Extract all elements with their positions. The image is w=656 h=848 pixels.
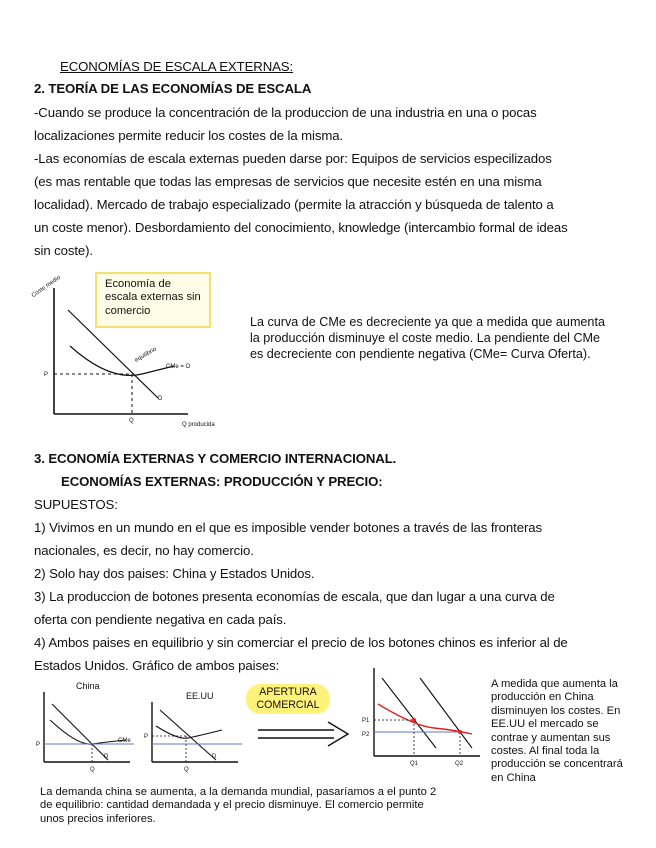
eeuu-label-q: Q (184, 767, 189, 773)
label-p: P (44, 372, 49, 378)
label-d: D (158, 396, 163, 402)
section2-line-3: -Las economías de escala externas pueden darse por: Equipos de servicios especilizados (34, 151, 552, 166)
supuestos-label: SUPUESTOS: (34, 497, 118, 512)
document-heading: ECONOMÍAS DE ESCALA EXTERNAS: (60, 59, 294, 74)
trade-label-p1: P1 (362, 718, 370, 724)
trade-equilibrium-graph (354, 664, 486, 776)
trade-bottom-note: La demanda china se aumenta, a la demanda mundial, pasaríamos a el punto 2 de equilibrio: cantidad demandada y el precio disminuye. El comercio permite unos precios inferiores. (40, 786, 437, 825)
china-label-d: D (104, 754, 109, 760)
x-axis-label: Q producida (182, 422, 215, 428)
y-axis-label: Coste medio (30, 274, 62, 300)
section3-line-4: 3) La produccion de botones presenta economías de escala, que dan lugar a una curva de (34, 589, 555, 604)
section3-line-3: 2) Solo hay dos paises: China y Estados Unidos. (34, 566, 315, 581)
section2-line-7: sin coste). (34, 243, 93, 258)
eeuu-graph (138, 680, 248, 780)
section2-line-1: -Cuando se produce la concentración de la produccion de una industria en una o pocas (34, 105, 537, 120)
trade-point-1 (412, 718, 416, 722)
section2-line-6: un coste menor). Desbordamiento del conocimiento, knowledge (intercambio formal de ideas (34, 220, 568, 235)
china-title: China (76, 681, 100, 691)
section3-subtitle: ECONOMÍAS EXTERNAS: PRODUCCIÓN Y PRECIO: (61, 474, 383, 489)
apertura-arrow (254, 718, 354, 748)
section2-line-2: localizaciones permite reducir los costes de la misma. (34, 128, 344, 143)
section2-line-4: (es mas rentable que todas las empresas de servicios que necesite estén en una misma (34, 174, 542, 189)
china-label-cme: CMe (118, 738, 131, 744)
section3-line-5: oferta con pendiente negativa en cada país. (34, 612, 287, 627)
eeuu-demand (160, 710, 216, 760)
eeuu-title: EE.UU (186, 691, 214, 701)
cme-curve (70, 346, 174, 375)
section3-line-6: 4) Ambos paises en equilibrio y sin comerciar el precio de los botones chinos es inferior al de (34, 635, 568, 650)
china-demand (52, 704, 108, 760)
trade-point-2 (458, 730, 462, 734)
eeuu-label-p: P (144, 734, 149, 740)
section3-line-7: Estados Unidos. Gráfico de ambos paises: (34, 658, 280, 673)
section2-line-5: localidad). Mercado de trabajo especializado (permite la atracción y búsqueda de talento a (34, 197, 554, 212)
section2-title: 2. TEORÍA DE LAS ECONOMÍAS DE ESCALA (34, 81, 312, 96)
label-q: Q (129, 418, 134, 424)
trade-label-q1: Q1 (410, 761, 419, 767)
graph1-caption-box (95, 272, 211, 328)
eeuu-label-d: D (212, 754, 217, 760)
china-label-q: Q (90, 767, 95, 773)
section3-line-1: 1) Vivimos en un mundo en el que es imposible vender botones a través de las fronteras (34, 520, 542, 535)
section3-line-2: nacionales, es decir, no hay comercio. (34, 543, 254, 558)
label-equilibrio: equilibrio (134, 346, 158, 364)
apertura-comercial-label: APERTURA COMERCIAL (246, 684, 330, 714)
trade-label-p2: P2 (362, 732, 370, 738)
section3-title: 3. ECONOMÍA EXTERNAS Y COMERCIO INTERNACIONAL. (34, 451, 397, 466)
graph1-note: La curva de CMe es decreciente ya que a medida que aumenta la producción disminuye el coste medio. La pendiente del CMe es decreciente con pendiente negativa (CMe= Curva Oferta). (250, 315, 605, 361)
china-graph (30, 680, 140, 780)
graph1-caption-text: Economía de escala externas sin comercio (105, 278, 201, 317)
label-cme: CMe = O (166, 364, 191, 370)
trade-label-q2: Q2 (455, 761, 464, 767)
china-label-p: P (36, 742, 41, 748)
trade-side-note: A medida que aumenta la producción en China disminuyen los costes. En EE.UU el mercado se contrae y aumentan sus costes. Al final toda la producción se concentrará en China (491, 678, 623, 784)
